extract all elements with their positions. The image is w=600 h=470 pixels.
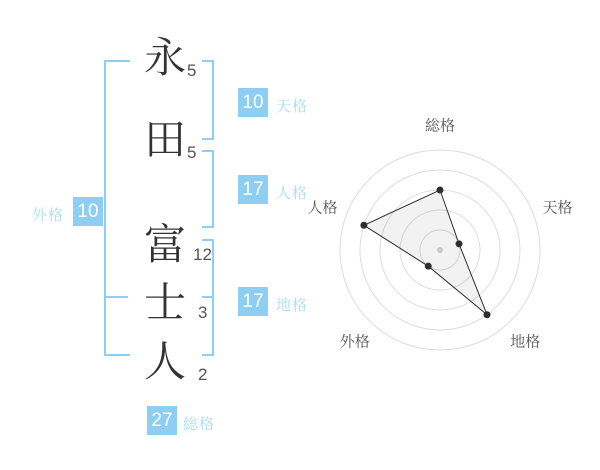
soukaku-value-box: 27 bbox=[147, 406, 177, 435]
radar-polygon bbox=[364, 190, 487, 315]
radar-point bbox=[437, 187, 444, 194]
chikaku-bracket-line bbox=[212, 239, 214, 356]
jinkaku-bracket-tick bbox=[202, 150, 212, 152]
tenkaku-label: 天格 bbox=[276, 98, 309, 115]
tenkaku-bracket-tick bbox=[202, 138, 212, 140]
chikaku-bracket-tick bbox=[202, 239, 212, 241]
jinkaku-bracket-tick bbox=[202, 226, 212, 228]
name-character: 士 bbox=[143, 279, 186, 326]
radar-axis-label: 人格 bbox=[307, 199, 338, 217]
stroke-count: 2 bbox=[198, 365, 208, 384]
name-character: 人 bbox=[143, 338, 186, 385]
gaikaku-label: 外格 bbox=[32, 207, 65, 224]
name-character: 田 bbox=[143, 116, 186, 163]
stroke-count: 3 bbox=[198, 303, 208, 322]
radar-axis-label: 天格 bbox=[542, 199, 573, 217]
gaikaku-bracket-tick bbox=[106, 60, 130, 62]
stroke-count: 12 bbox=[193, 245, 212, 264]
tenkaku-value-box: 10 bbox=[238, 88, 268, 117]
radar-center-dot bbox=[437, 247, 443, 253]
radar-point bbox=[484, 311, 491, 318]
chikaku-label: 地格 bbox=[276, 297, 309, 314]
gaikaku-bracket-tick bbox=[106, 296, 128, 298]
radar-point bbox=[456, 240, 463, 247]
radar-axis-label: 総格 bbox=[424, 118, 456, 135]
jinkaku-label: 人格 bbox=[276, 185, 309, 202]
tenkaku-bracket-line bbox=[212, 60, 214, 140]
gaikaku-value-box: 10 bbox=[73, 197, 103, 226]
radar-chart bbox=[300, 118, 580, 378]
radar-point bbox=[425, 263, 432, 270]
stroke-count: 5 bbox=[187, 61, 197, 80]
tenkaku-bracket-tick bbox=[202, 60, 212, 62]
radar-axis-label: 地格 bbox=[510, 333, 541, 351]
gaikaku-bracket-tick bbox=[106, 354, 130, 356]
jinkaku-bracket-line bbox=[212, 150, 214, 228]
soukaku-label: 総格 bbox=[183, 416, 216, 433]
name-character: 富 bbox=[143, 221, 186, 268]
radar-axis-label: 外格 bbox=[339, 333, 370, 351]
chikaku-bracket-tick bbox=[202, 296, 212, 298]
chikaku-value-box: 17 bbox=[238, 287, 268, 316]
name-character: 永 bbox=[143, 34, 186, 81]
radar-point bbox=[360, 222, 367, 229]
gaikaku-bracket-line bbox=[104, 60, 106, 356]
stroke-count: 5 bbox=[187, 143, 197, 162]
chikaku-bracket-tick bbox=[202, 354, 212, 356]
jinkaku-value-box: 17 bbox=[238, 175, 268, 204]
